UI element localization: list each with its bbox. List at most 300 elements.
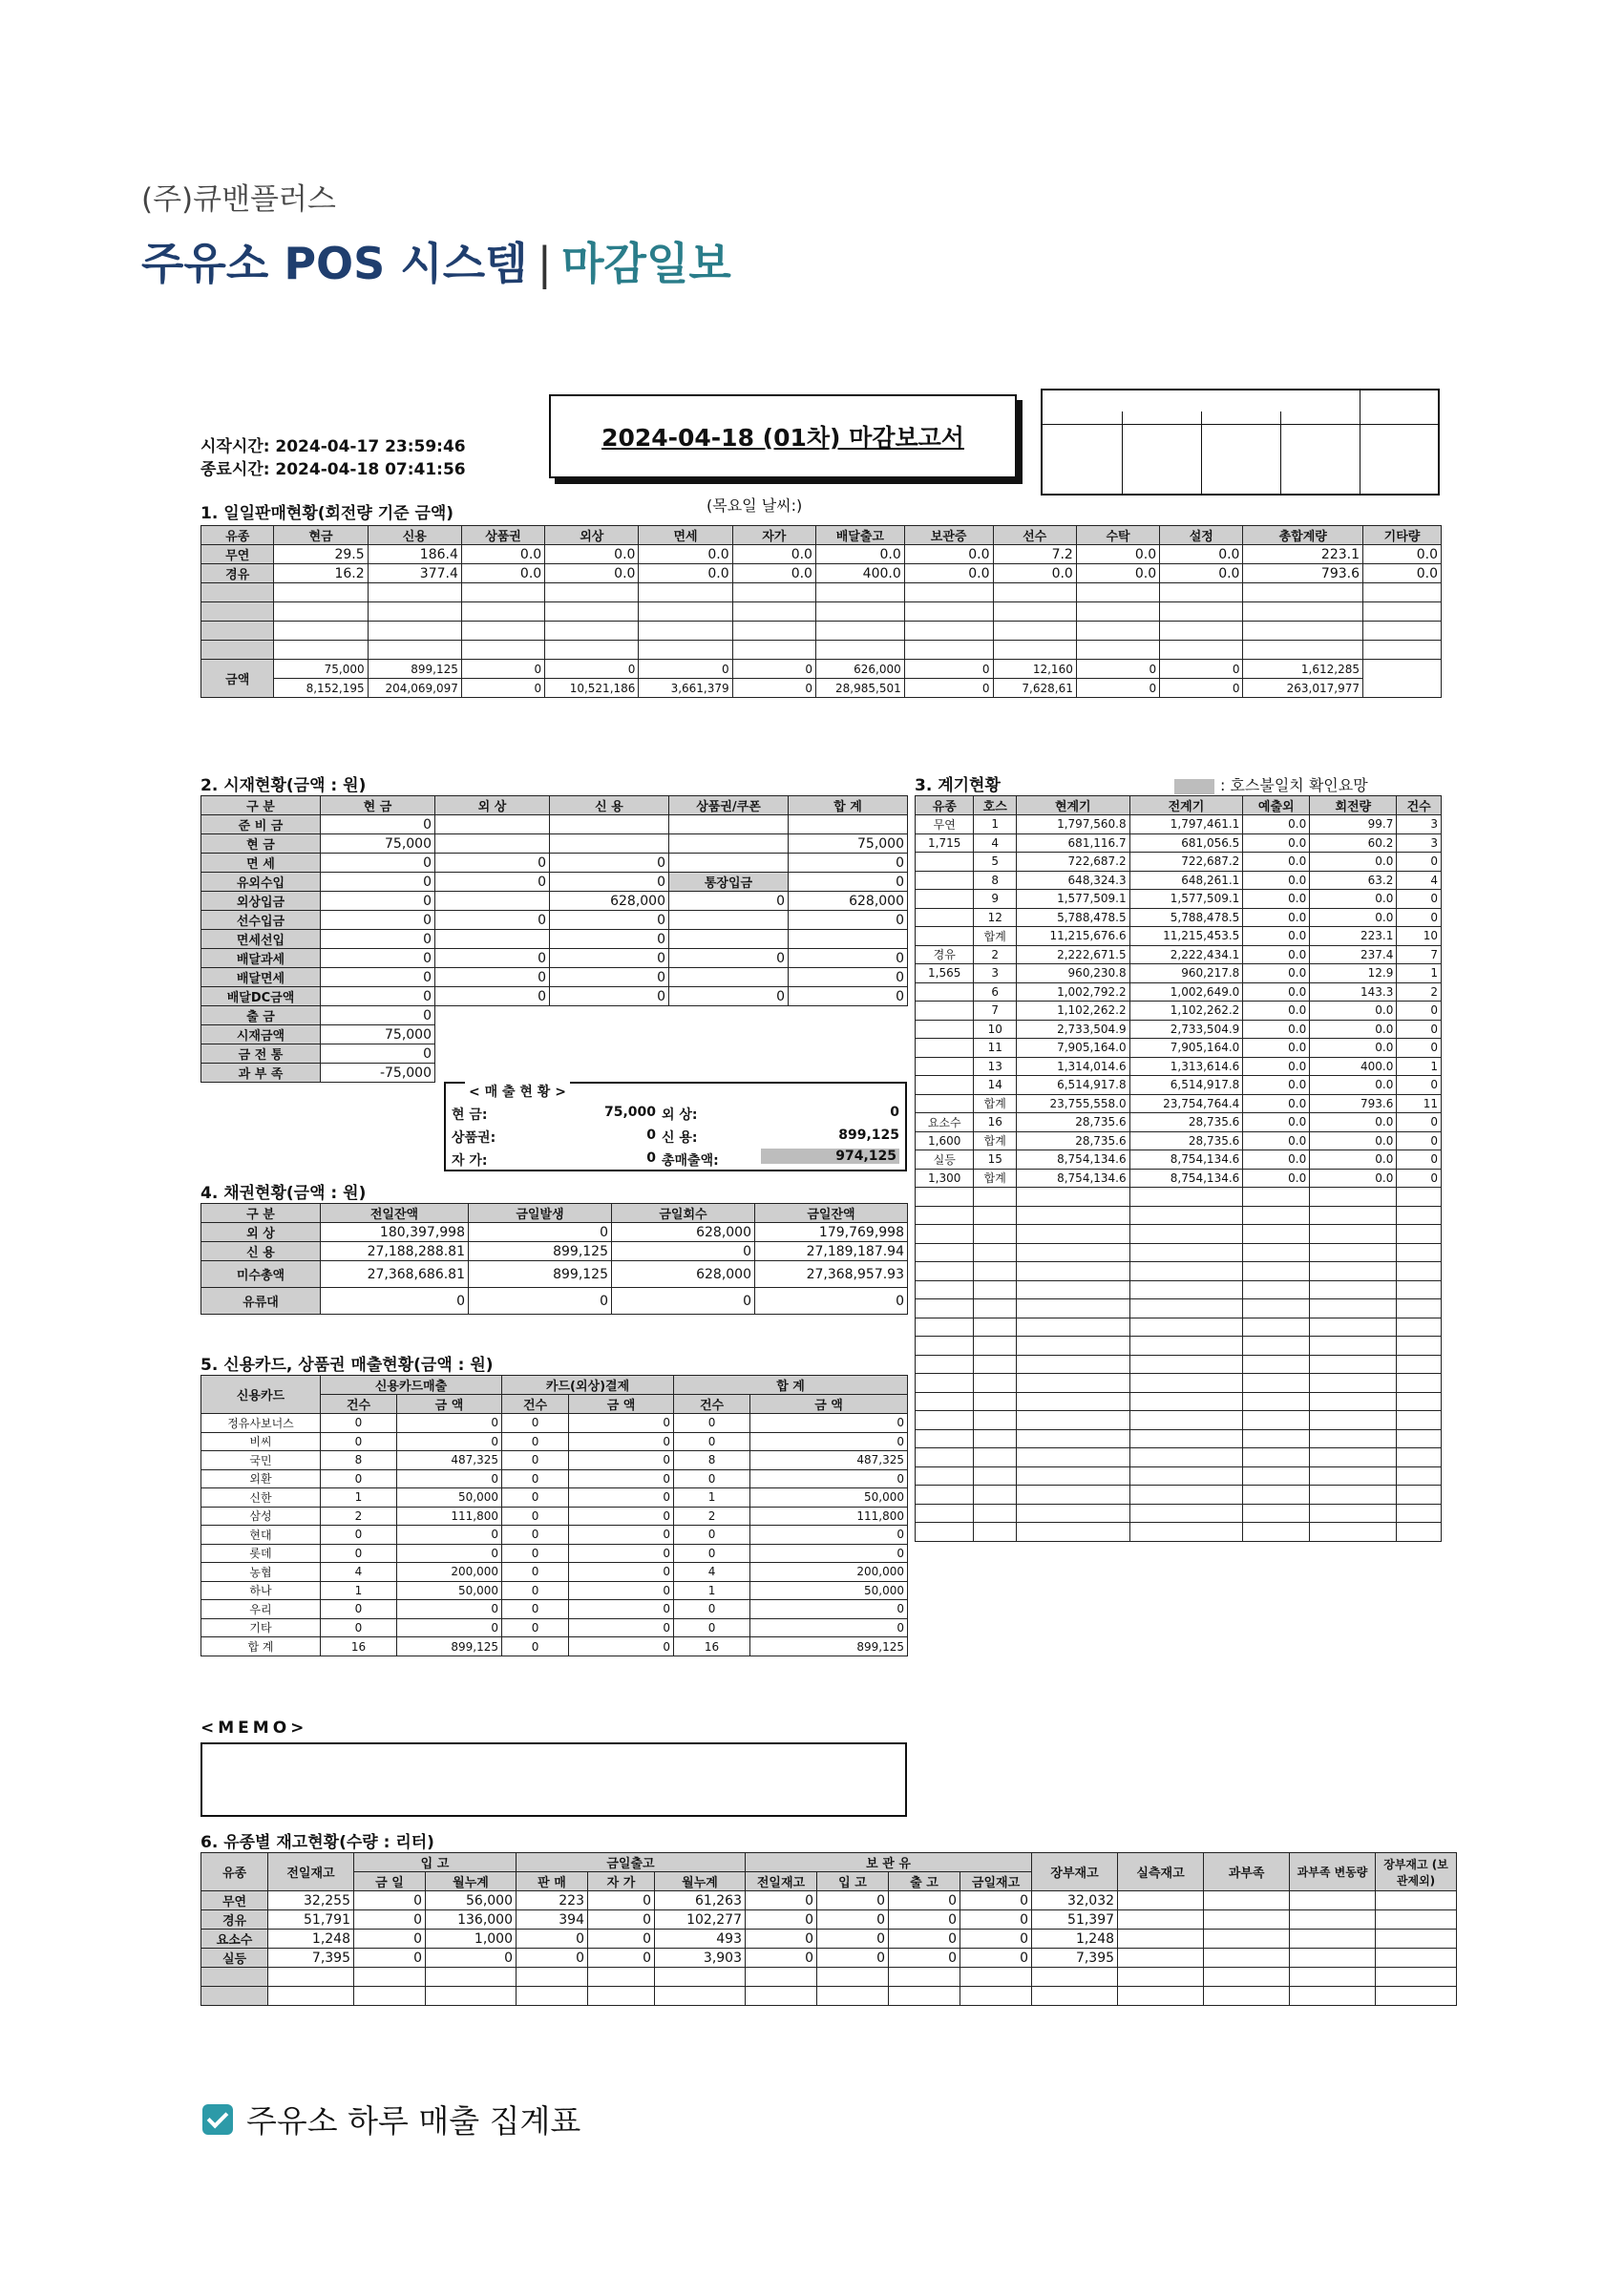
cell: 899,125: [397, 1637, 502, 1656]
cell: 0: [746, 1910, 817, 1930]
cell: 628,000: [612, 1223, 755, 1242]
s3-row: [916, 1113, 1442, 1132]
cell: 국민: [201, 1451, 321, 1470]
cell: 7,395: [1032, 1949, 1118, 1968]
cell: 899,125: [368, 660, 461, 679]
cell: 0.0: [1310, 1002, 1397, 1021]
cell: 외환: [201, 1469, 321, 1488]
cell: [916, 927, 974, 946]
s3-row: [916, 945, 1442, 964]
cell: 1,000: [426, 1930, 517, 1949]
cell: 0: [750, 1618, 908, 1637]
s2-row: [201, 1025, 908, 1044]
cell: 외상: [545, 526, 639, 545]
cell: 0: [321, 1526, 397, 1545]
cell: [789, 930, 908, 949]
cell: 0: [321, 1006, 435, 1025]
section3-title: 3. 계기현황: [915, 776, 1001, 795]
cell: 금일재고: [960, 1872, 1032, 1891]
daily-sales-table: [200, 525, 1442, 698]
s2-row: [201, 930, 908, 949]
s2-row: [201, 892, 908, 911]
cell: 1: [321, 1581, 397, 1600]
cell: 23,754,764.4: [1129, 1094, 1243, 1113]
cell: 0: [588, 1930, 655, 1949]
sales-total-label: 총매출액:: [662, 1153, 719, 1169]
cell: 1,612,285: [1243, 660, 1363, 679]
s3-empty-row: [916, 1411, 1442, 1430]
cell: 2: [1397, 982, 1442, 1002]
cell: 회전량: [1310, 796, 1397, 815]
cell: 0: [502, 1544, 569, 1563]
cell: 0.0: [1243, 1020, 1310, 1039]
cell: 1,314,014.6: [1016, 1057, 1129, 1076]
cell: 0.0: [1243, 1076, 1310, 1095]
cell: 신한: [201, 1488, 321, 1508]
meter-status-table: [915, 795, 1442, 1542]
cell: 0: [321, 911, 435, 930]
s3-empty-row: [916, 1225, 1442, 1244]
cell: 합 계: [201, 1637, 321, 1656]
cell: 외상입금: [201, 892, 321, 911]
cell: 1,715: [916, 833, 974, 853]
cell: 0: [960, 1930, 1032, 1949]
cell: 0: [502, 1581, 569, 1600]
cell: 0.0: [1363, 545, 1442, 564]
cell: 0.0: [1243, 1113, 1310, 1132]
cell: 예출외: [1243, 796, 1310, 815]
cell: 현 금: [321, 796, 435, 815]
cell: 0: [321, 1414, 397, 1433]
s5-row: [201, 1432, 908, 1451]
s4-total-row: [201, 1261, 908, 1288]
cell: 경유: [201, 1910, 268, 1930]
cell: 0: [321, 1288, 469, 1315]
cell: 0: [904, 660, 993, 679]
cell: 수탁: [1076, 526, 1159, 545]
cell: 신 용: [201, 1242, 321, 1261]
cell: 3,661,379: [639, 679, 732, 698]
cell: 0: [321, 854, 435, 873]
cell: 628,000: [612, 1261, 755, 1288]
s6-row: [201, 1891, 1457, 1910]
cell: [916, 890, 974, 909]
cell: 0.0: [1243, 1002, 1310, 1021]
cell: 4: [674, 1563, 750, 1582]
sales-gift: 0: [646, 1128, 656, 1143]
cell: 0: [502, 1469, 569, 1488]
cell: 호스: [974, 796, 1017, 815]
cell: 합계: [974, 927, 1017, 946]
cell: 61,263: [655, 1891, 746, 1910]
cell: 0: [354, 1910, 426, 1930]
cell: 0: [569, 1637, 674, 1656]
s5-row: [201, 1414, 908, 1433]
memo-box: [200, 1742, 907, 1817]
cell: 0: [789, 949, 908, 968]
cell: 실측재고: [1118, 1853, 1204, 1891]
cell: 0.0: [461, 545, 544, 564]
cell: 0: [397, 1432, 502, 1451]
cell: 179,769,998: [755, 1223, 908, 1242]
cell: 28,735.6: [1016, 1113, 1129, 1132]
cell: 과부족: [1204, 1853, 1290, 1891]
cell: 223: [517, 1891, 588, 1910]
cell: 102,277: [655, 1910, 746, 1930]
cell: 180,397,998: [321, 1223, 469, 1242]
cell: 1,248: [268, 1930, 354, 1949]
cell: 0.0: [1310, 1076, 1397, 1095]
s3-empty-row: [916, 1504, 1442, 1523]
cell: 과 부 족: [201, 1064, 321, 1083]
cell: 27,189,187.94: [755, 1242, 908, 1261]
cell: 배달DC금액: [201, 987, 321, 1006]
cell: 0: [588, 1891, 655, 1910]
s3-empty-row: [916, 1243, 1442, 1262]
report-title: 2024-04-18 (01차) 마감보고서: [601, 424, 964, 452]
sales-ext: 0: [890, 1105, 899, 1120]
cell: 합 계: [674, 1376, 908, 1395]
cell: 0.0: [1243, 982, 1310, 1002]
s3-row: [916, 1150, 1442, 1170]
cell: 면세선입: [201, 930, 321, 949]
cell: 56,000: [426, 1891, 517, 1910]
cell: 금일출고: [517, 1853, 746, 1872]
weekday-weather: (목요일 날씨:): [707, 496, 803, 515]
cell: [669, 930, 789, 949]
cell: 16.2: [274, 564, 368, 583]
cell: [669, 834, 789, 854]
cell: 14: [974, 1076, 1017, 1095]
cell: 합계: [974, 1094, 1017, 1113]
cell: [435, 834, 550, 854]
cell: 구 분: [201, 796, 321, 815]
cell: 50,000: [397, 1488, 502, 1508]
card-sales-table: [200, 1375, 908, 1656]
cell: 0: [435, 873, 550, 892]
cell: 외 상: [201, 1223, 321, 1242]
cell: 0: [569, 1600, 674, 1619]
s4-row: [201, 1223, 908, 1242]
s1-empty-row: [201, 641, 1442, 660]
cell: 0: [569, 1563, 674, 1582]
cell: 0: [817, 1891, 889, 1910]
cell: 현 금: [201, 834, 321, 854]
cell: 0: [569, 1469, 674, 1488]
cell: 0: [435, 854, 550, 873]
cell: 10: [1397, 927, 1442, 946]
cell: [916, 908, 974, 927]
cell: 0: [750, 1544, 908, 1563]
cell: 2,733,504.9: [1129, 1020, 1243, 1039]
cell: 0.0: [1243, 833, 1310, 853]
s3-row: [916, 853, 1442, 872]
cell: 111,800: [397, 1507, 502, 1526]
cell: 0: [750, 1432, 908, 1451]
cell: 0: [1397, 1169, 1442, 1188]
cell: 6,514,917.8: [1129, 1076, 1243, 1095]
cell: 면 세: [201, 854, 321, 873]
sales-summary-box: [444, 1082, 907, 1171]
cell: 200,000: [750, 1563, 908, 1582]
cell: 13: [974, 1057, 1017, 1076]
cell: 7,395: [268, 1949, 354, 1968]
cell: 0: [889, 1930, 960, 1949]
sales-cash: 75,000: [603, 1105, 656, 1120]
legend-text: : 호스불일치 확인요망: [1220, 776, 1368, 794]
cell: 27,368,957.93: [755, 1261, 908, 1288]
cell: 0: [502, 1618, 569, 1637]
cell: 보 관 유: [746, 1853, 1032, 1872]
cell: 0: [550, 873, 669, 892]
cell: 0.0: [1310, 890, 1397, 909]
cell: 금 액: [569, 1395, 674, 1414]
cell: 793.6: [1243, 564, 1363, 583]
s5-row: [201, 1526, 908, 1545]
cell: 0: [354, 1930, 426, 1949]
s3-row: [916, 964, 1442, 983]
cell: 현금: [274, 526, 368, 545]
cell: 0: [545, 660, 639, 679]
cell: 75,000: [789, 834, 908, 854]
cell: 건수: [674, 1395, 750, 1414]
cell: 2: [974, 945, 1017, 964]
inventory-table: [200, 1852, 1457, 2006]
cell: 0: [321, 873, 435, 892]
cell: 요소수: [201, 1930, 268, 1949]
cell: 0: [502, 1414, 569, 1433]
s2-row: [201, 834, 908, 854]
title-separator: |: [537, 238, 553, 289]
cell: 11: [974, 1039, 1017, 1058]
cell: 16: [674, 1637, 750, 1656]
cell: 11,215,453.5: [1129, 927, 1243, 946]
s3-empty-row: [916, 1355, 1442, 1374]
cell: 0: [817, 1910, 889, 1930]
cell: 경유: [201, 564, 274, 583]
cell: 롯데: [201, 1544, 321, 1563]
cell: 농협: [201, 1563, 321, 1582]
cell: 월누계: [655, 1872, 746, 1891]
s3-empty-row: [916, 1429, 1442, 1448]
sales-cash-label: 현 금:: [452, 1107, 488, 1123]
sales-summary-title: < 매 출 현 황 >: [465, 1082, 570, 1101]
end-time: 종료시간: 2024-04-18 07:41:56: [200, 460, 466, 479]
cell: 신용: [368, 526, 461, 545]
title-main: 주유소 POS 시스템: [141, 238, 528, 289]
cell: 0: [789, 911, 908, 930]
cell: 신 용: [550, 796, 669, 815]
cell: 2: [674, 1507, 750, 1526]
cell: 0: [674, 1469, 750, 1488]
s1-header-row: [201, 526, 1442, 545]
cell: 0.0: [1160, 564, 1243, 583]
cell: 현계기: [1016, 796, 1129, 815]
sales-ext-label: 외 상:: [662, 1107, 698, 1123]
cell: 0: [755, 1288, 908, 1315]
cell: [916, 1094, 974, 1113]
section1-title: 1. 일일판매현황(회전량 기준 금액): [200, 504, 454, 523]
s3-empty-row: [916, 1262, 1442, 1281]
cell: 상품권/쿠폰: [669, 796, 789, 815]
cell: 금일회수: [612, 1204, 755, 1223]
s1-row: [201, 545, 1442, 564]
cell: 0.0: [1310, 1150, 1397, 1170]
page-title: [141, 229, 731, 292]
cell: 전계기: [1129, 796, 1243, 815]
s2-row: [201, 854, 908, 873]
cell: 628,000: [550, 892, 669, 911]
cell: 실등: [916, 1150, 974, 1170]
cell: [550, 815, 669, 834]
cell: 29.5: [274, 545, 368, 564]
cell: 5,788,478.5: [1016, 908, 1129, 927]
cell: 0.0: [1243, 945, 1310, 964]
cell: 75,000: [321, 1025, 435, 1044]
cell: 선수: [993, 526, 1076, 545]
cell: 6,514,917.8: [1016, 1076, 1129, 1095]
cell: 0: [502, 1563, 569, 1582]
cell: [669, 815, 789, 834]
cell: 유종: [201, 1853, 268, 1891]
cell: 0: [732, 679, 815, 698]
cell: 11: [1397, 1094, 1442, 1113]
cell: 899,125: [469, 1261, 612, 1288]
cell: 0: [612, 1242, 755, 1261]
s5-row: [201, 1544, 908, 1563]
cell: 0: [817, 1930, 889, 1949]
s3-row: [916, 815, 1442, 834]
sales-card: 899,125: [838, 1128, 899, 1143]
cell: 1,002,792.2: [1016, 982, 1129, 1002]
cell: 1,797,461.1: [1129, 815, 1243, 834]
cell: 0: [397, 1469, 502, 1488]
cell: 1: [674, 1581, 750, 1600]
cell: 0: [1397, 1113, 1442, 1132]
cell: 0: [502, 1526, 569, 1545]
section2-title: 2. 시재현황(금액 : 원): [200, 776, 367, 795]
s2-row: [201, 911, 908, 930]
cell: 0: [669, 949, 789, 968]
cell: 0: [789, 873, 908, 892]
cell: 0: [502, 1637, 569, 1656]
cell: 0: [435, 949, 550, 968]
cell: 보관증: [904, 526, 993, 545]
cell: 50,000: [750, 1581, 908, 1600]
cell: 0: [1160, 660, 1243, 679]
s3-row: [916, 833, 1442, 853]
cell: [669, 854, 789, 873]
cell: 삼성: [201, 1507, 321, 1526]
s2-row: [201, 1064, 908, 1083]
cell: 0: [321, 987, 435, 1006]
cell: 899,125: [750, 1637, 908, 1656]
cell: 0: [1397, 1002, 1442, 1021]
cell: 0: [550, 987, 669, 1006]
cell: 793.6: [1310, 1094, 1397, 1113]
s1-empty-row: [201, 622, 1442, 641]
cell: 1,102,262.2: [1016, 1002, 1129, 1021]
cell: 99.7: [1310, 815, 1397, 834]
cell: 0.0: [1243, 1150, 1310, 1170]
cell: 12: [974, 908, 1017, 927]
cell: 금 일: [354, 1872, 426, 1891]
cell: 0: [569, 1488, 674, 1508]
cell: 0: [674, 1618, 750, 1637]
cell: 0: [517, 1949, 588, 1968]
cell: 960,230.8: [1016, 964, 1129, 983]
cell: 0: [569, 1618, 674, 1637]
cell: 75,000: [274, 660, 368, 679]
cell: 10,521,186: [545, 679, 639, 698]
cell: 1,002,649.0: [1129, 982, 1243, 1002]
cell: 960,217.8: [1129, 964, 1243, 983]
cell: 63.2: [1310, 871, 1397, 890]
cell: 0.0: [639, 564, 732, 583]
title-sub: 마감일보: [561, 238, 731, 289]
cell: 배달면세: [201, 968, 321, 987]
cell: 판 매: [517, 1872, 588, 1891]
cell: 우리: [201, 1600, 321, 1619]
cell: 0: [732, 660, 815, 679]
cell: 0.0: [815, 545, 904, 564]
cell: 0.0: [1310, 1113, 1397, 1132]
cell: 0: [669, 892, 789, 911]
cell: [435, 815, 550, 834]
cell: 0.0: [461, 564, 544, 583]
cell: 입 고: [817, 1872, 889, 1891]
cell: 0: [321, 968, 435, 987]
cell: 28,735.6: [1129, 1131, 1243, 1150]
cell: 27,368,686.81: [321, 1261, 469, 1288]
cell: 과부족 변동량: [1290, 1853, 1376, 1891]
cell: 금일잔액: [755, 1204, 908, 1223]
cell: 0.0: [732, 564, 815, 583]
cell: 7.2: [993, 545, 1076, 564]
cell: 0.0: [545, 545, 639, 564]
cell: 15: [974, 1150, 1017, 1170]
cell: 통장입금: [669, 873, 789, 892]
cell: 0: [550, 949, 669, 968]
s2-row: [201, 1006, 908, 1025]
sales-card-label: 신 용:: [662, 1130, 698, 1146]
cell: 0: [1076, 660, 1159, 679]
cell: 5,788,478.5: [1129, 908, 1243, 927]
cell: 면세: [639, 526, 732, 545]
cell: 기타량: [1363, 526, 1442, 545]
cell: 0: [435, 968, 550, 987]
s3-row: [916, 1094, 1442, 1113]
cell: 0.0: [1243, 1057, 1310, 1076]
cell: 입 고: [354, 1853, 517, 1872]
s3-empty-row: [916, 1318, 1442, 1337]
cell: 0.0: [732, 545, 815, 564]
cell: 2,222,671.5: [1016, 945, 1129, 964]
cell: 0: [397, 1526, 502, 1545]
cell: 0.0: [1310, 1039, 1397, 1058]
cell: 681,056.5: [1129, 833, 1243, 853]
cell: 32,255: [268, 1891, 354, 1910]
cell: 자가: [732, 526, 815, 545]
cash-status-table: [200, 795, 908, 1083]
cell: 미수총액: [201, 1261, 321, 1288]
cell: 0: [569, 1414, 674, 1433]
cell: [916, 1076, 974, 1095]
cell: 4: [974, 833, 1017, 853]
cell: 0: [502, 1488, 569, 1508]
cell: 0: [550, 930, 669, 949]
cell: 0.0: [1243, 871, 1310, 890]
